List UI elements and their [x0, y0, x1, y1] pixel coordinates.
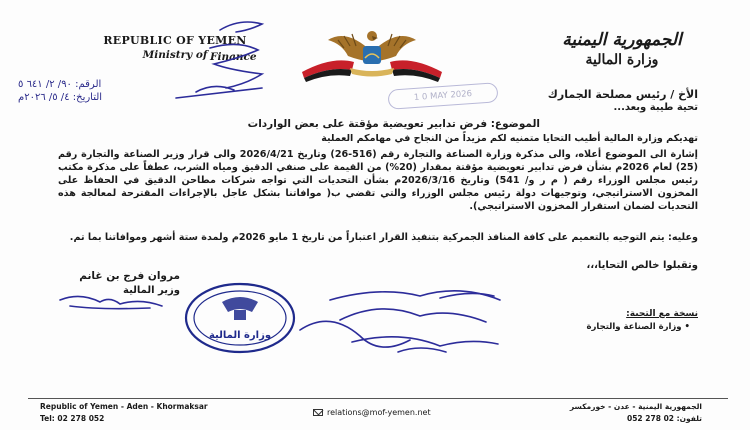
- intro-line: تهديكم وزارة المالية أطيب التحايا متمنيه لكم مزيداً من النجاح في مهامكم العملية: [321, 133, 698, 144]
- reference-date: التاريخ: ٤/ ٥/ ٢٠٢٦م: [18, 92, 103, 103]
- signer-title: وزير المالية: [123, 285, 180, 296]
- mail-icon: [313, 409, 323, 416]
- signer-name: مروان فرج بن غانم: [79, 270, 180, 282]
- footer-divider: [28, 398, 728, 399]
- footer-email[interactable]: relations@mof-yemen.net: [327, 408, 431, 417]
- header-en-republic: REPUBLIC OF YEMEN: [103, 34, 247, 47]
- reference-number: الرقم: ٩٠/ ٢/ ٦٤١ ٥: [18, 79, 102, 90]
- reference-block: [18, 78, 128, 104]
- footer-ar-address: الجمهورية اليمنية - عدن - خورمكسر: [569, 402, 702, 411]
- copy-title: نسخة مع التحية:: [626, 309, 698, 319]
- footer-en-address: Republic of Yemen - Aden - Khormaksar: [40, 402, 208, 411]
- seal-text: وزارة المالية: [208, 330, 272, 341]
- header-arabic: [542, 30, 702, 68]
- eagle-emblem-icon: [292, 22, 452, 84]
- received-date-stamp: 1 0 MAY 2026: [387, 82, 498, 110]
- greeting: تحية طيبة وبعد...: [613, 102, 698, 113]
- paragraph-1: إشارة الى الموضوع أعلاه، والى مذكرة وزارة الصناعة والتجارة رقم (516-26) وتاريخ 2026/4/21 والى قرار وزير الصناعة والتجارة رقم (25) لعام 2026م بشأن فرض تدابير تعويضية مؤقتة بمقدار (20%) من القيمة على صنفي الدقيق ومياه الشرب، عطفاً على مذكرة مكتب رئيس مجلس الوزراء رقم ( م ر و/ 541) وتاريخ 2026/3/16م بشأن التحديات التي تواجه شركات مطاحن الدقيق في الحفاظ على المخزون الاستراتيجي، وتوجيهات دولة رئيس مجلس الوزراء والتي تقضي ب( موافاتنا بشكل عاجل بالإجراءات المقترحة لمعالجة هذه التحديات لضمان استقرار المخزون الاستراتيجي).: [58, 149, 698, 212]
- signer-block: [40, 270, 180, 296]
- footer-en-tel: Tel: 02 278 052: [40, 414, 105, 423]
- closing-line: وتقبلوا خالص التحايا،،،: [586, 260, 698, 271]
- header-ar-ministry: وزارة المالية: [585, 52, 659, 68]
- header-english: [70, 34, 280, 61]
- footer-ar-tel: تلفون: 02 278 052: [627, 414, 702, 423]
- addressee: الأخ / رئيس مصلحة الجمارك: [547, 88, 698, 101]
- paragraph-2: وعليه: يتم التوجيه بالتعميم على كافة المنافذ الجمركية بتنفيذ القرار اعتباراً من تاريخ 1 مايو 2026م ولمدة ستة أشهر وموافاتنا بما تم.: [69, 232, 698, 243]
- subject-line: الموضوع: فرض تدابير تعويضية مؤقتة على بعض الواردات: [247, 118, 540, 130]
- header-en-finance: Finance: [210, 51, 257, 63]
- header-ar-republic: الجمهورية اليمنية: [562, 30, 682, 50]
- header-en-ministry: Ministry of: [142, 49, 208, 61]
- copy-item: • وزارة الصناعة والتجارة: [586, 322, 690, 332]
